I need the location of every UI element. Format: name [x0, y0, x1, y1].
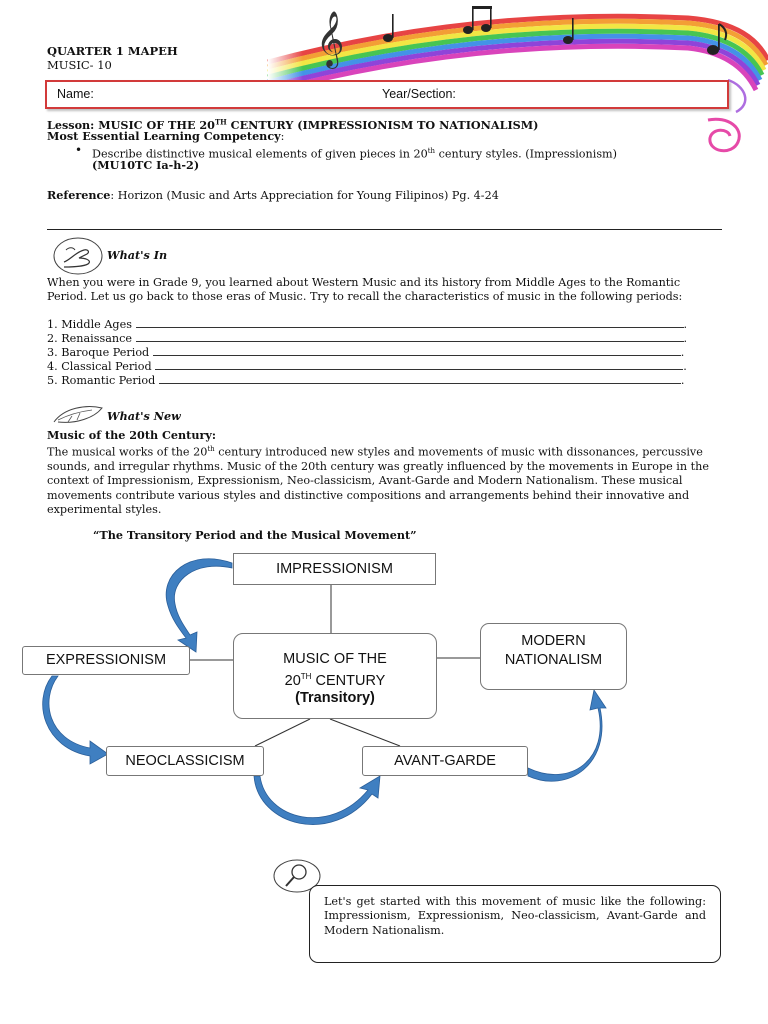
reference-label: Reference — [47, 188, 111, 202]
center-line-1: MUSIC OF THE — [283, 651, 387, 667]
period-label: 4. Classical Period — [47, 360, 152, 373]
modern-line-1: MODERN — [521, 633, 586, 649]
diagram-title: “The Transitory Period and the Musical Movement” — [93, 528, 417, 542]
neoclassicism-box: NEOCLASSICISM — [106, 746, 264, 776]
melc-label — [47, 129, 284, 144]
name-section-box — [45, 80, 729, 109]
music-20th-century-box — [233, 633, 437, 719]
period-line: 2. Renaissance . — [47, 332, 688, 345]
competency-text-1: Describe distinctive musical elements of given pieces in 20 — [92, 147, 428, 161]
period-line: 1. Middle Ages . — [47, 318, 688, 331]
quarter-label: QUARTER 1 MAPEH — [47, 44, 178, 58]
bullet-icon: • — [75, 143, 83, 157]
lesson-title-text: MUSIC OF THE 20 — [98, 117, 215, 132]
hand-icon — [52, 236, 104, 276]
music-20th-century-paragraph — [47, 442, 719, 517]
period-label: 3. Baroque Period — [47, 346, 150, 359]
competency-code: (MU10TC Ia-h-2) — [92, 158, 200, 172]
period-line: 4. Classical Period . — [47, 360, 687, 373]
reference — [47, 188, 499, 203]
period-label: 1. Middle Ages — [47, 318, 132, 331]
center-line-2b: CENTURY — [311, 672, 386, 689]
reference-text: : Horizon (Music and Arts Appreciation for Young Filipinos) Pg. 4-24 — [110, 189, 499, 202]
expressionism-box: EXPRESSIONISM — [22, 646, 190, 675]
name-label: Name: — [57, 87, 94, 101]
center-line-3: (Transitory) — [295, 689, 375, 706]
paragraph-text-2: century introduced new styles and movements of music with dissonances, percussive sounds, and irregular rhythms. Music of the 20th century was greatly influenced by the movements in Europe in the context of Impressionism, Expressionism, Neo-classicism, Avant-Garde and Modern Nationalism. These musical movements contribute various styles and distinctive compositions and arrangements behind their innovative and experimental styles. — [47, 445, 709, 516]
period-line: 5. Romantic Period . — [47, 374, 685, 387]
curved-arrow — [254, 776, 380, 825]
whats-new-title: What's New — [107, 409, 181, 423]
melc-label-text: Most Essential Learning Competency — [47, 129, 281, 143]
center-line-2 — [234, 668, 436, 690]
period-label: 5. Romantic Period — [47, 374, 156, 387]
curved-arrow — [528, 690, 606, 781]
whats-in-paragraph: When you were in Grade 9, you learned about Western Music and its history from Middle Ages to the Romantic Period. Let us go back to those eras of Music. Try to recall the characteristics of music in the following periods: — [47, 276, 683, 304]
competency-sup: th — [427, 147, 436, 155]
period-line: 3. Baroque Period . — [47, 346, 685, 359]
lesson-label: Lesson: — [47, 117, 95, 132]
period-label: 2. Renaissance — [47, 332, 132, 345]
curved-arrow — [166, 559, 232, 652]
center-line-2a: 20 — [284, 672, 301, 689]
lesson-title-text-2: CENTURY (IMPRESSIONISM TO NATIONALISM) — [226, 117, 539, 132]
impressionism-box: IMPRESSIONISM — [233, 553, 436, 585]
competency-text-2: century styles. (Impressionism) — [435, 147, 618, 161]
year-section-label: Year/Section: — [382, 87, 456, 101]
subject-label: MUSIC- 10 — [47, 58, 112, 72]
callout-box: Let's get started with this movement of music like the following: Impressionism, Expressionism, Neo-classicism, Avant-Garde and Modern Nationalism. — [309, 885, 721, 963]
whats-in-title: What's In — [107, 248, 168, 262]
leaf-hand-icon — [50, 400, 105, 430]
modern-nationalism-box — [480, 623, 627, 690]
modern-line-2: NATIONALISM — [504, 652, 603, 668]
melc-colon: : — [280, 130, 285, 143]
music-20th-century-title: Music of the 20th Century: — [47, 428, 217, 442]
svg-text:𝄞: 𝄞 — [316, 11, 345, 67]
avant-garde-box: AVANT-GARDE — [362, 746, 528, 776]
paragraph-sup: th — [207, 445, 215, 453]
curved-arrow — [43, 676, 108, 764]
lesson-title-sup: TH — [214, 117, 227, 126]
divider — [47, 229, 722, 230]
paragraph-text-1: The musical works of the 20 — [47, 445, 208, 459]
center-sup: TH — [300, 672, 312, 681]
